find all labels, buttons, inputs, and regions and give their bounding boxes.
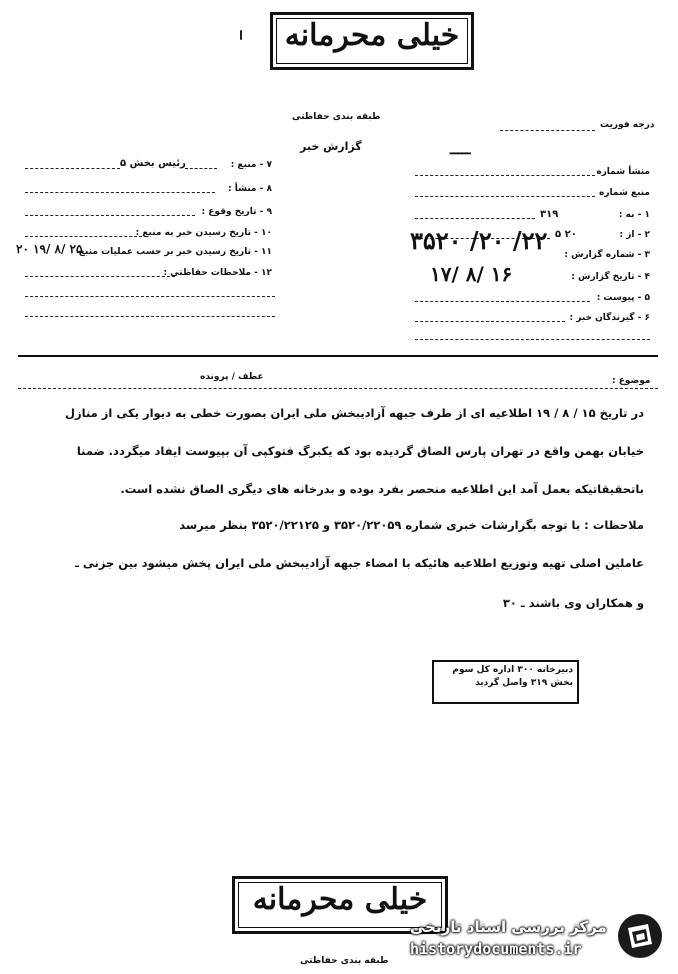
report-date-handwriting: ۱۶ /۸ /۱۷ bbox=[430, 262, 513, 286]
field-report-date-label: ۴ - تاریخ گزارش : bbox=[571, 272, 650, 282]
body-line-5: عاملین اصلی تهیه وتوزیع اطلاعیه هائیکه با امضاء جبهه آزادیبخش ملی ایران پخش میشود بین جزنی ـ bbox=[74, 556, 644, 570]
archive-logo-icon bbox=[618, 914, 662, 958]
degree-dots bbox=[500, 130, 595, 131]
report-number-handwriting: ۲۲/ ۲۰/ ۳۵۲۰ bbox=[410, 226, 548, 255]
body-line-3: باتحقیقاتیکه بعمل آمد این اطلاعیه منحصر بفرد بوده و بدرخانه های دیگری الصاق نشده است. bbox=[120, 482, 644, 496]
field-occurrence-label: ۹ - تاریخ وقوع : bbox=[201, 207, 272, 217]
right-extra-dots bbox=[415, 339, 650, 340]
left-extra-dots-1 bbox=[25, 296, 275, 297]
top-secret-stamp bbox=[270, 12, 474, 70]
field-to-value: ۳۱۹ bbox=[540, 209, 559, 220]
field-from-label: ۲ - از : bbox=[619, 230, 650, 240]
field-ops-value: ۲۵ /۸ /۱۹ ۲۰ bbox=[16, 242, 83, 256]
field-origin-label: ۸ - منشأ : bbox=[227, 184, 272, 194]
classification-label: طبقه بندی حفاظتی bbox=[292, 112, 381, 122]
footer-classification-label: طبقه بندی حفاظتی bbox=[300, 956, 389, 966]
ink-mark bbox=[240, 30, 242, 40]
case-label: عطف / پرونده bbox=[200, 372, 264, 382]
field-occurrence-dots bbox=[25, 215, 195, 216]
field-ops-label: ۱۱ - تاریخ رسیدن خبر بر حسب عملیات منبع bbox=[78, 247, 272, 257]
stamp-text: خیلی محرمانه bbox=[252, 882, 428, 917]
field-recipients-dots bbox=[415, 321, 565, 322]
field-source-no-dots bbox=[415, 196, 595, 197]
degree-label: درجه فوریت bbox=[600, 120, 655, 130]
field-report-no-label: ۳ - شماره گزارش : bbox=[564, 250, 650, 260]
left-extra-dots-2 bbox=[25, 316, 275, 317]
field-source-dots bbox=[25, 168, 120, 169]
body-line-1: در تاریخ ۱۵ / ۸ / ۱۹ اطلاعیه ای از طرف جبهه آزادیبخش ملی ایران بصورت خطی به دیوار یکی از منازل bbox=[65, 406, 644, 420]
receipt-stamp bbox=[432, 660, 579, 704]
field-origin-no-dots bbox=[415, 175, 595, 176]
report-title: گزارش خبر bbox=[300, 140, 362, 153]
field-recipients-label: ۶ - گیرندگان خبر : bbox=[569, 313, 650, 323]
field-source-value: رئیس بخش ۵ bbox=[120, 158, 186, 169]
body-line-6: و همکاران وی باشند ـ ۳۰ bbox=[502, 596, 644, 610]
header-divider bbox=[18, 355, 658, 357]
field-source-dots2 bbox=[185, 168, 217, 169]
logo-mark bbox=[618, 914, 662, 958]
field-to-label: ۱ - به : bbox=[618, 210, 650, 220]
field-received-dots bbox=[25, 236, 147, 237]
origin-scribble: ـــــ bbox=[450, 142, 471, 158]
field-origin-no-label: منشأ شماره bbox=[596, 167, 650, 177]
field-security-label: ۱۲ - ملاحظات حفاظتی : bbox=[163, 268, 272, 278]
field-source-label: ۷ - منبع : bbox=[230, 160, 272, 170]
website-url: historydocuments.ir bbox=[410, 940, 582, 958]
field-security-dots bbox=[25, 276, 175, 277]
receipt-stamp-line-1: بخش ۳۱۹ واصل گردید bbox=[475, 678, 573, 688]
stamp-text: خیلی محرمانه bbox=[284, 18, 460, 53]
receipt-stamp-line-2: دبیرخانه ۳۰۰ اداره کل سوم bbox=[452, 665, 573, 675]
body-line-2: خیابان بهمن واقع در تهران پارس الصاق گردیده بود که یکبرگ فتوکپی آن بپیوست ایفاد میگردد. ضمنا bbox=[76, 444, 644, 458]
subject-divider bbox=[18, 388, 658, 389]
field-to-dots bbox=[415, 218, 535, 219]
subject-label: موضوع : bbox=[612, 376, 651, 386]
field-received-label: ۱۰ - تاریخ رسیدن خبر به منبع : bbox=[135, 228, 272, 238]
field-attachment-dots bbox=[415, 301, 590, 302]
field-attachment-label: ۵ - پیوست : bbox=[596, 293, 650, 303]
field-origin-dots bbox=[25, 192, 215, 193]
org-name: مرکز بررسی اسناد تاریخی bbox=[410, 918, 607, 936]
field-from-value: ۲۰ ۵ bbox=[555, 229, 577, 240]
field-source-no-label: منبع شماره bbox=[599, 188, 650, 198]
body-line-4: ملاحظات : با توجه بگزارشات خبری شماره ۳۵۲۰/۲۲۰۵۹ و ۳۵۲۰/۲۲۱۲۵ بنظر میرسد bbox=[179, 518, 644, 532]
